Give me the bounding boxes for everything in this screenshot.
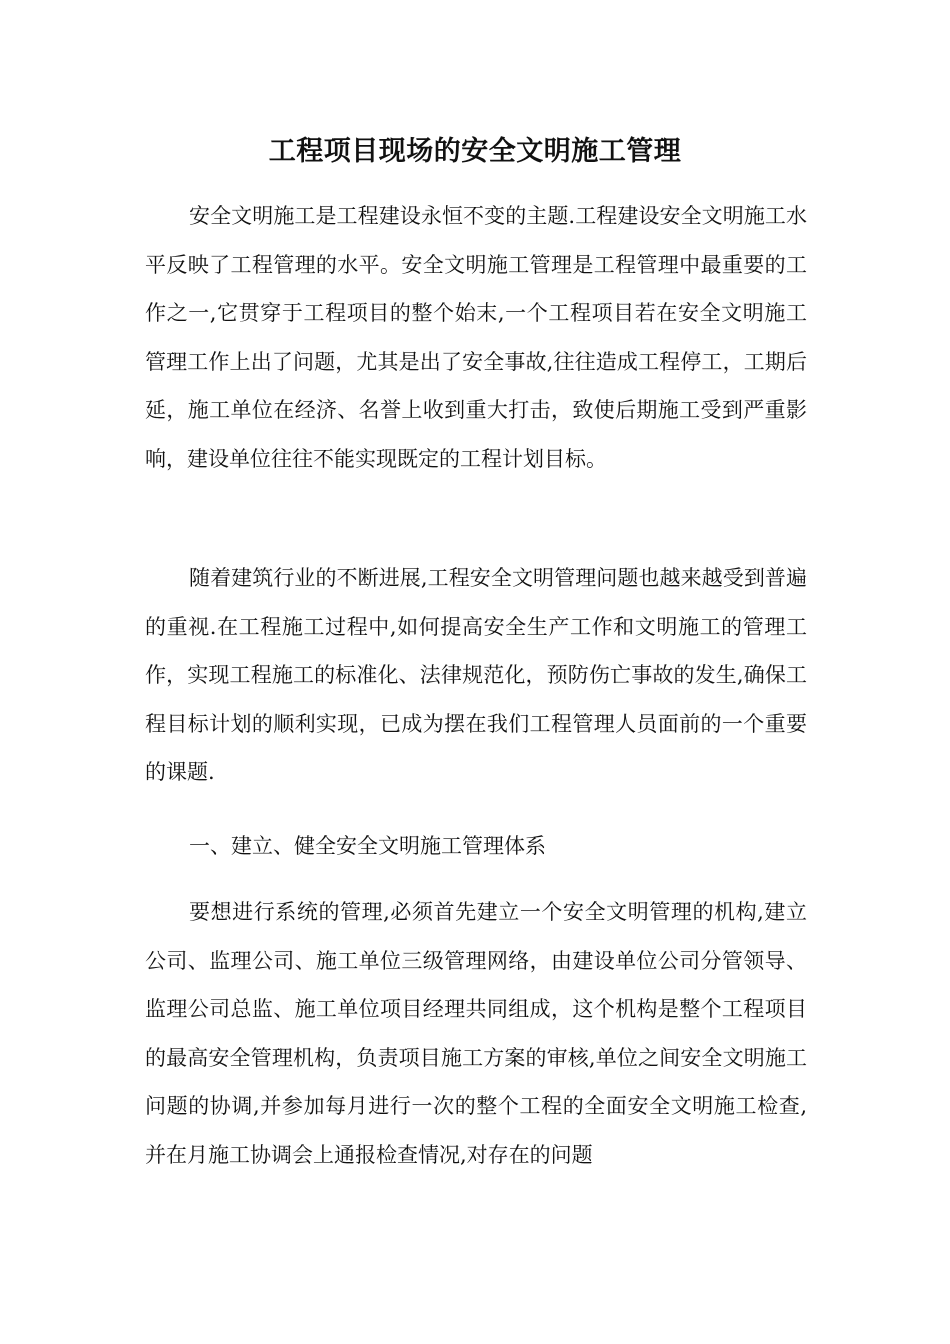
section-heading: 一、建立、健全安全文明施工管理体系	[189, 834, 546, 858]
document-title: 工程项目现场的安全文明施工管理	[268, 136, 682, 167]
paragraph-intro: 安全文明施工是工程建设永恒不变的主题.工程建设安全文明施工水平反映了工程管理的水平。安全文明施工管理是工程管理中最重要的工作之一,它贯穿于工程项目的整个始末,一个工程项目若在安全文明施工管理工作上出了问题，尤其是出了安全事故,往往造成工程停工，工期后延，施工单位在经济、名誉上收到重大打击，致使后期施工受到严重影响，建设单位往往不能实现既定的工程计划目标。	[145, 204, 807, 471]
paragraph-development: 随着建筑行业的不断进展,工程安全文明管理问题也越来越受到普遍的重视.在工程施工过程中,如何提高安全生产工作和文明施工的管理工作，实现工程施工的标准化、法律规范化，预防伤亡事故的发生,确保工程目标计划的顺利实现，已成为摆在我们工程管理人员面前的一个重要的课题.	[145, 566, 807, 784]
paragraph-section-one: 要想进行系统的管理,必须首先建立一个安全文明管理的机构,建立公司、监理公司、施工单位三级管理网络，由建设单位公司分管领导、监理公司总监、施工单位项目经理共同组成，这个机构是整个工程项目的最高安全管理机构，负责项目施工方案的审核,单位之间安全文明施工问题的协调,并参加每月进行一次的整个工程的全面安全文明施工检查,并在月施工协调会上通报检查情况,对存在的问题	[145, 900, 807, 1167]
